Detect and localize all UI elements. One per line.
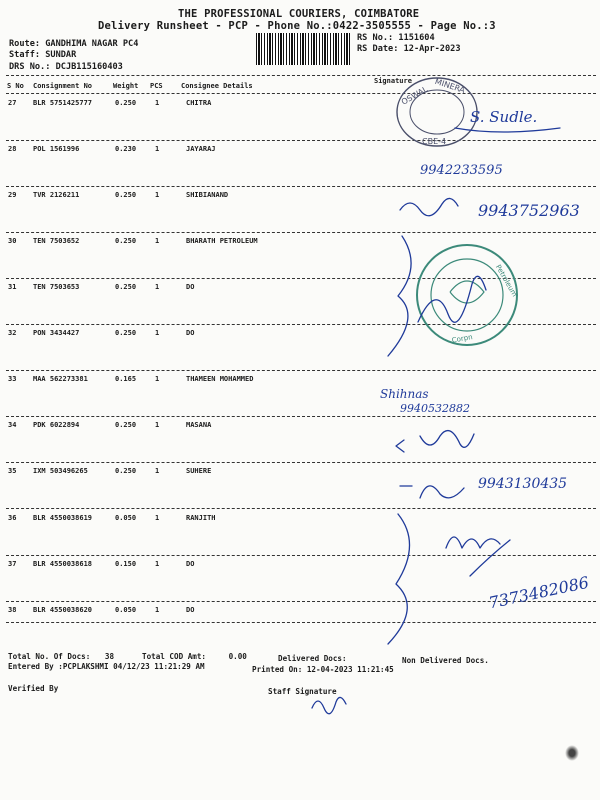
row-consignment: TEN 7503653 <box>33 283 80 291</box>
phone-row-35: 9943130435 <box>478 476 568 492</box>
row-pcs: 1 <box>155 514 160 522</box>
row-sno: 32 <box>8 329 17 337</box>
row-consignment: IXM 503496265 <box>33 467 88 475</box>
row-consignment: POL 1561996 <box>33 145 80 153</box>
row-weight: 0.050 <box>115 514 137 522</box>
row-consignee: DO <box>186 606 195 614</box>
total-cod-label: Total COD Amt: <box>142 652 207 661</box>
row-pcs: 1 <box>155 375 160 383</box>
signature-underline <box>455 128 560 132</box>
row-sno: 30 <box>8 237 17 245</box>
rs-date-value: 12-Apr-2023 <box>403 44 461 54</box>
drs-value: DCJB115160403 <box>55 62 123 72</box>
signature-row-27: S. Sudle. <box>470 108 538 126</box>
entered-by: Entered By :PCPLAKSHMI 04/12/23 11:21:29 AM <box>8 662 205 671</box>
row-consignment: MAA 562273381 <box>33 375 88 383</box>
printed-on: Printed On: 12-04-2023 11:21:45 <box>252 665 394 674</box>
row-pcs: 1 <box>155 99 160 107</box>
row-consignment: BLR 4550038620 <box>33 606 93 614</box>
runsheet-subtitle: Delivery Runsheet - PCP - Phone No.:0422-3505555 - Page No.:3 <box>98 20 496 32</box>
row-weight: 0.250 <box>115 421 137 429</box>
route-value: GANDHIMA NAGAR PC4 <box>45 39 139 49</box>
row-weight: 0.050 <box>115 606 137 614</box>
row-consignee: BHARATH PETROLEUM <box>186 237 258 245</box>
row-sno: 27 <box>8 99 17 107</box>
row-pcs: 1 <box>155 145 160 153</box>
bracket-mark-30-32 <box>388 236 411 356</box>
row-weight: 0.250 <box>115 329 137 337</box>
row-consignee: MASANA <box>186 421 212 429</box>
svg-text:Petroleum: Petroleum <box>493 263 519 299</box>
row-consignee: RANJITH <box>186 514 216 522</box>
row-consignee: SHIBIANAND <box>186 191 229 199</box>
row-consignment: BLR 4550038618 <box>33 560 93 568</box>
row-consignee: THAMEEN MOHAMMED <box>186 375 254 383</box>
col-sno: S No <box>7 82 24 90</box>
row-sno: 34 <box>8 421 17 429</box>
row-weight: 0.150 <box>115 560 137 568</box>
signature-row-29 <box>400 198 458 215</box>
rs-no-label: RS No.: <box>357 33 394 43</box>
row-sno: 33 <box>8 375 17 383</box>
signature-row-31 <box>418 276 486 322</box>
row-consignee: DO <box>186 560 195 568</box>
row-weight: 0.250 <box>115 283 137 291</box>
col-consignment: Consignment No <box>33 82 93 90</box>
row-weight: 0.250 <box>115 191 137 199</box>
row-pcs: 1 <box>155 606 160 614</box>
row-consignee: CHITRA <box>186 99 212 107</box>
total-docs-label: Total No. Of Docs: <box>8 652 91 661</box>
name-row-33: Shihnas <box>380 387 429 401</box>
row-pcs: 1 <box>155 421 160 429</box>
signature-row-35 <box>400 486 464 498</box>
row-weight: 0.250 <box>115 467 137 475</box>
rs-date-label: RS Date: <box>357 44 399 54</box>
row-sno: 29 <box>8 191 17 199</box>
non-delivered-docs-label: Non Delivered Docs. <box>402 656 489 665</box>
bracket-mark-36-38 <box>388 514 410 644</box>
route-label: Route: <box>9 39 41 49</box>
verified-by-label: Verified By <box>8 684 59 693</box>
staff-signature-mark <box>312 697 346 713</box>
row-pcs: 1 <box>155 329 160 337</box>
staff-value: SUNDAR <box>45 50 77 60</box>
row-weight: 0.165 <box>115 375 137 383</box>
row-sno: 28 <box>8 145 17 153</box>
row-pcs: 1 <box>155 283 160 291</box>
ink-smudge <box>565 745 579 761</box>
row-sno: 37 <box>8 560 17 568</box>
col-weight: Weight <box>113 82 139 90</box>
drs-label: DRS No.: <box>9 62 51 72</box>
col-signature: Signature <box>374 77 412 85</box>
total-docs <box>8 652 114 661</box>
delivered-docs-label: Delivered Docs: <box>278 654 347 663</box>
col-consignee: Consignee Details <box>181 82 253 90</box>
phone-row-28: 9942233595 <box>420 163 503 178</box>
row-sno: 36 <box>8 514 17 522</box>
phone-row-29: 9943752963 <box>478 201 580 220</box>
svg-text:CBE-4: CBE-4 <box>422 137 447 146</box>
svg-text:MINERA: MINERA <box>433 76 467 96</box>
svg-text:Corpn: Corpn <box>451 333 474 345</box>
row-consignment: BLR 5751425777 <box>33 99 93 107</box>
row-consignee: JAYARAJ <box>186 145 216 153</box>
signature-row-34 <box>396 431 474 452</box>
staff-label: Staff: <box>9 50 41 60</box>
row-sno: 38 <box>8 606 17 614</box>
phone-row-37: 7373482086 <box>487 572 591 613</box>
row-sno: 31 <box>8 283 17 291</box>
row-weight: 0.250 <box>115 237 137 245</box>
staff-signature-label: Staff Signature <box>268 687 337 696</box>
row-consignment: TVR 2126211 <box>33 191 80 199</box>
row-weight: 0.250 <box>115 99 137 107</box>
total-docs-value: 38 <box>104 652 115 661</box>
signature-row-36 <box>446 537 510 576</box>
row-consignee: DO <box>186 329 195 337</box>
row-pcs: 1 <box>155 560 160 568</box>
phone-row-33: 9940532882 <box>400 402 470 415</box>
row-consignment: PON 3434427 <box>33 329 80 337</box>
row-pcs: 1 <box>155 191 160 199</box>
row-consignment: PDK 6022894 <box>33 421 80 429</box>
total-cod <box>142 652 247 661</box>
company-title: THE PROFESSIONAL COURIERS, COIMBATORE <box>178 8 420 20</box>
row-pcs: 1 <box>155 237 160 245</box>
row-weight: 0.230 <box>115 145 137 153</box>
row-pcs: 1 <box>155 467 160 475</box>
row-consignment: TEN 7503652 <box>33 237 80 245</box>
row-consignment: BLR 4550038619 <box>33 514 93 522</box>
svg-text:OSWAL: OSWAL <box>399 84 430 107</box>
total-cod-value: 0.00 <box>228 652 247 661</box>
col-pcs: PCS <box>150 82 163 90</box>
row-sno: 35 <box>8 467 17 475</box>
rs-no-value: 1151604 <box>398 33 435 43</box>
row-consignee: SUHERE <box>186 467 212 475</box>
row-consignee: DO <box>186 283 195 291</box>
